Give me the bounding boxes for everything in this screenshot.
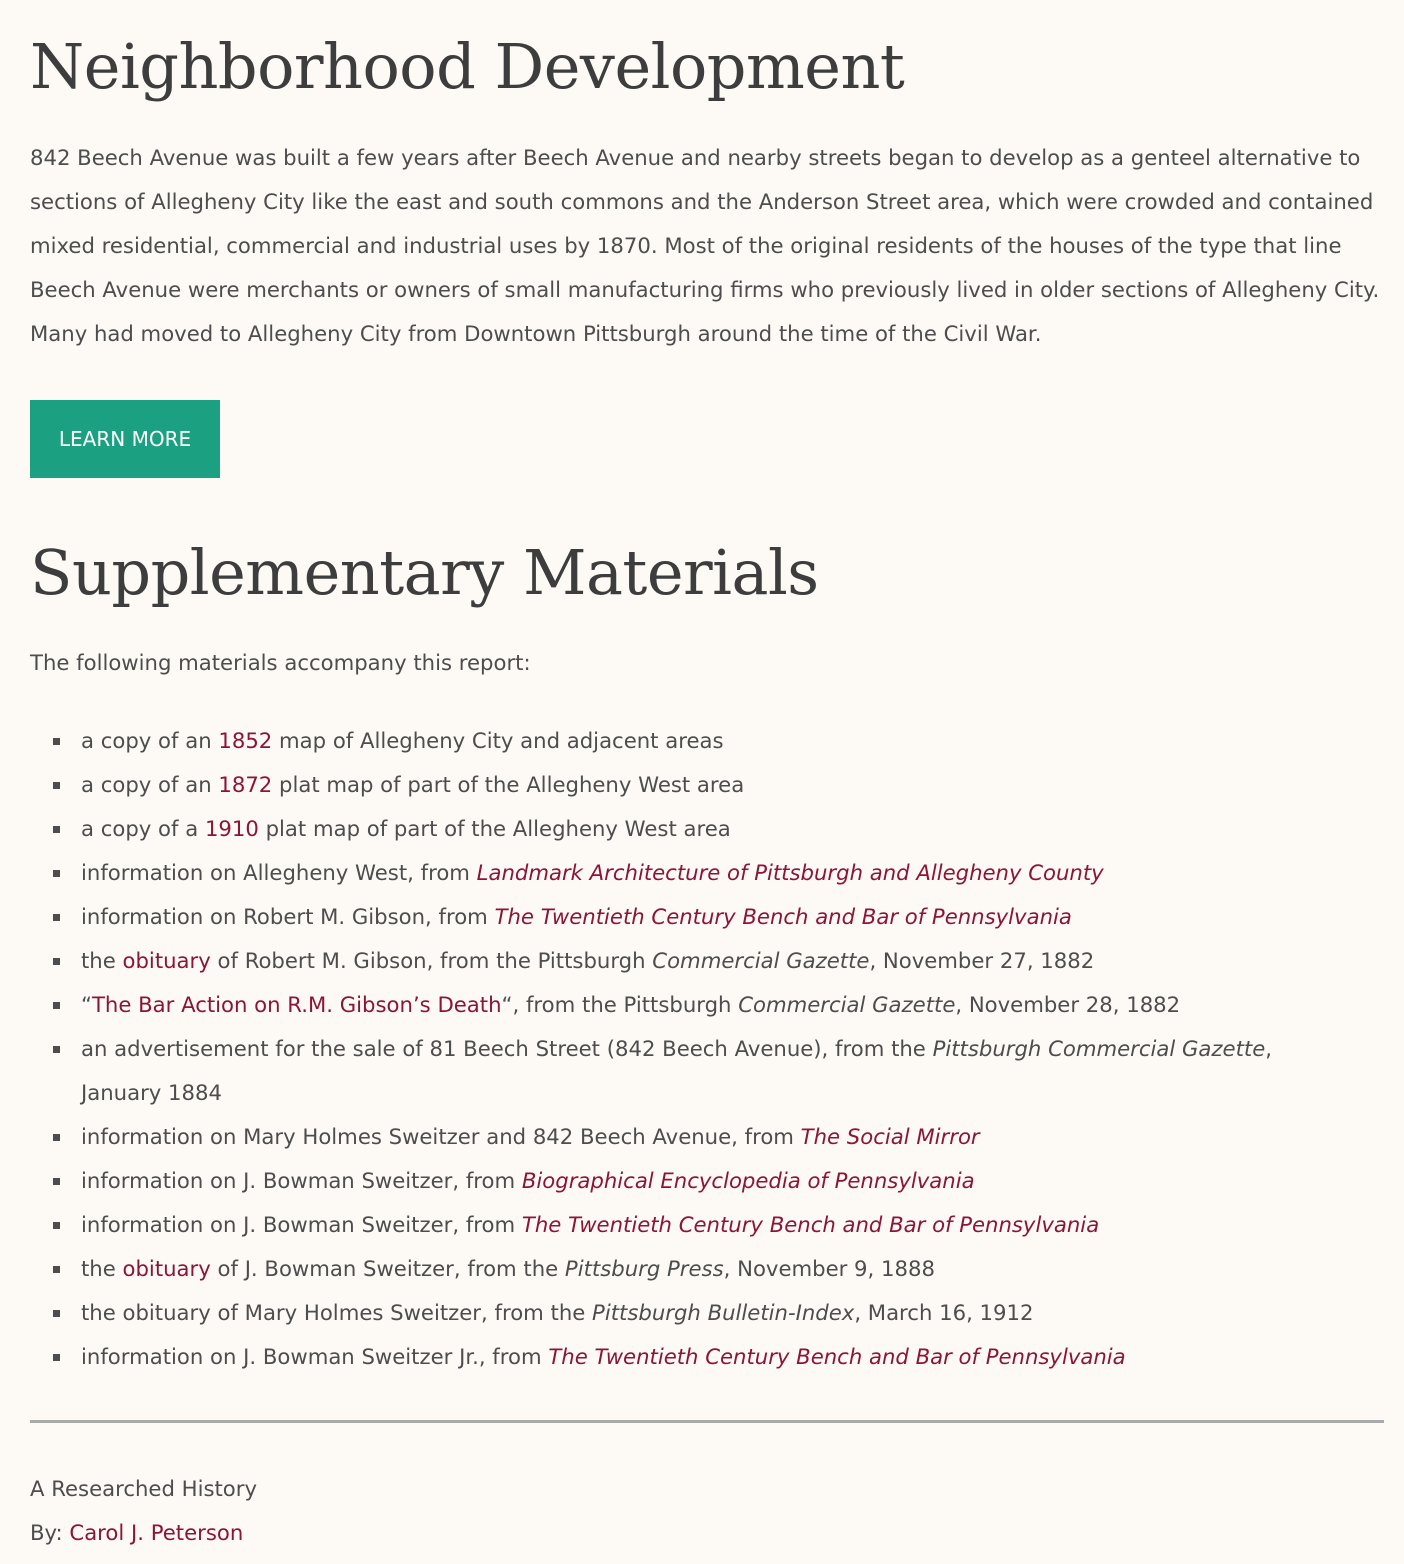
bullet-icon [53,1354,60,1361]
item-link[interactable]: 1852 [218,728,273,753]
item-text: the obituary of Mary Holmes Sweitzer, from the [81,1300,593,1325]
item-link[interactable]: 1872 [218,772,273,797]
bullet-icon [53,738,60,745]
item-publication: Pittsburgh Bulletin-Index [592,1300,855,1325]
list-item [30,1027,1350,1115]
item-text: information on J. Bowman Sweitzer Jr., from [81,1344,549,1369]
item-text: a copy of an [81,772,219,797]
bullet-icon [53,1222,60,1229]
item-text: a copy of an [81,728,219,753]
item-title-link[interactable] [495,904,1072,929]
item-text: , November 9, 1888 [723,1256,935,1281]
bullet-icon [53,914,60,921]
item-title-text: Landmark Architecture of Pittsburgh and Allegheny County [476,860,1104,885]
item-text: information on J. Bowman Sweitzer, from [81,1168,522,1193]
item-text: plat map of part of the Allegheny West area [272,772,745,797]
item-publication: Pittsburg Press [564,1256,724,1281]
list-item [30,763,1350,807]
item-publication: Commercial Gazette [652,948,870,973]
item-text: information on Mary Holmes Sweitzer and 842 Beech Avenue, from [81,1124,801,1149]
bullet-icon [53,1310,60,1317]
item-title-link[interactable] [522,1212,1099,1237]
item-publication: Pittsburgh Commercial Gazette [932,1036,1266,1061]
materials-list [30,719,1350,1379]
list-item [30,807,1350,851]
item-text: “, from the Pittsburgh [501,992,739,1017]
bullet-icon [53,958,60,965]
footer-subtitle: A Researched History [30,1476,258,1501]
item-text: plat map of part of the Allegheny West area [258,816,731,841]
item-text: information on Robert M. Gibson, from [81,904,495,929]
item-publication: Commercial Gazette [738,992,956,1017]
footer-byline [30,1511,243,1555]
list-item [30,1291,1350,1335]
item-link[interactable]: 1910 [204,816,259,841]
bullet-icon [53,1002,60,1009]
bullet-icon [53,1178,60,1185]
bullet-icon [53,1266,60,1273]
item-text: , November 28, 1882 [955,992,1181,1017]
neighborhood-development-paragraph: 842 Beech Avenue was built a few years after Beech Avenue and nearby streets began to develop as a genteel alternative to sections of Allegheny City like the east and south commons and the Anderson Street area, which were crowded and contained mixed residential, commercial and industrial uses by 1870. Most of the original residents of the houses of the type that line Beech Avenue were merchants or owners of small manufacturing firms who previously lived in older sections of Allegheny City. Many had moved to Allegheny City from Downtown Pittsburgh around the time of the Civil War. [30,145,1380,346]
item-text: of J. Bowman Sweitzer, from the [210,1256,565,1281]
byline-label: By: [30,1520,70,1545]
section-title-neighborhood-development: Neighborhood Development [30,30,905,103]
item-title-link[interactable] [548,1344,1125,1369]
list-item [30,1115,1350,1159]
item-link[interactable]: obituary [122,1256,211,1281]
item-text: a copy of a [81,816,205,841]
item-text: , January 1884 [81,1036,1272,1105]
bullet-icon [53,1046,60,1053]
list-item [30,895,1350,939]
list-item [30,1335,1350,1379]
item-text: , November 27, 1882 [869,948,1095,973]
item-text: information on J. Bowman Sweitzer, from [81,1212,522,1237]
item-title-text: The Twentieth Century Bench and Bar of Pennsylvania [548,1344,1126,1369]
learn-more-button[interactable]: LEARN MORE [30,400,220,478]
item-text: the [81,948,123,973]
item-text: the [81,1256,123,1281]
item-title-text: The Twentieth Century Bench and Bar of Pennsylvania [521,1212,1100,1237]
item-title-link[interactable] [801,1124,980,1149]
list-item [30,851,1350,895]
item-text: map of Allegheny City and adjacent areas [272,728,724,753]
footer-divider [30,1420,1384,1423]
item-title-text: Biographical Encyclopedia of Pennsylvania [521,1168,975,1193]
item-title-text: The Twentieth Century Bench and Bar of Pennsylvania [494,904,1072,929]
supplementary-intro: The following materials accompany this report: [30,650,531,675]
list-item [30,719,1350,763]
item-text: information on Allegheny West, from [81,860,477,885]
bullet-icon [53,826,60,833]
item-text: , March 16, 1912 [854,1300,1034,1325]
author-link[interactable]: Carol J. Peterson [69,1520,244,1545]
bullet-icon [53,1134,60,1141]
list-item [30,1203,1350,1247]
item-link[interactable]: obituary [122,948,211,973]
list-item [30,1247,1350,1291]
item-text: “ [81,992,92,1017]
bullet-icon [53,782,60,789]
section-title-supplementary-materials: Supplementary Materials [30,536,819,609]
list-item [30,983,1350,1027]
item-text: an advertisement for the sale of 81 Beech Street (842 Beech Avenue), from the [81,1036,933,1061]
list-item [30,939,1350,983]
item-title-text: The Social Mirror [800,1124,980,1149]
bullet-icon [53,870,60,877]
item-text: of Robert M. Gibson, from the Pittsburgh [210,948,653,973]
item-title-link[interactable] [477,860,1104,885]
item-link[interactable]: The Bar Action on R.M. Gibson’s Death [91,992,502,1017]
list-item [30,1159,1350,1203]
item-title-link[interactable] [522,1168,975,1193]
